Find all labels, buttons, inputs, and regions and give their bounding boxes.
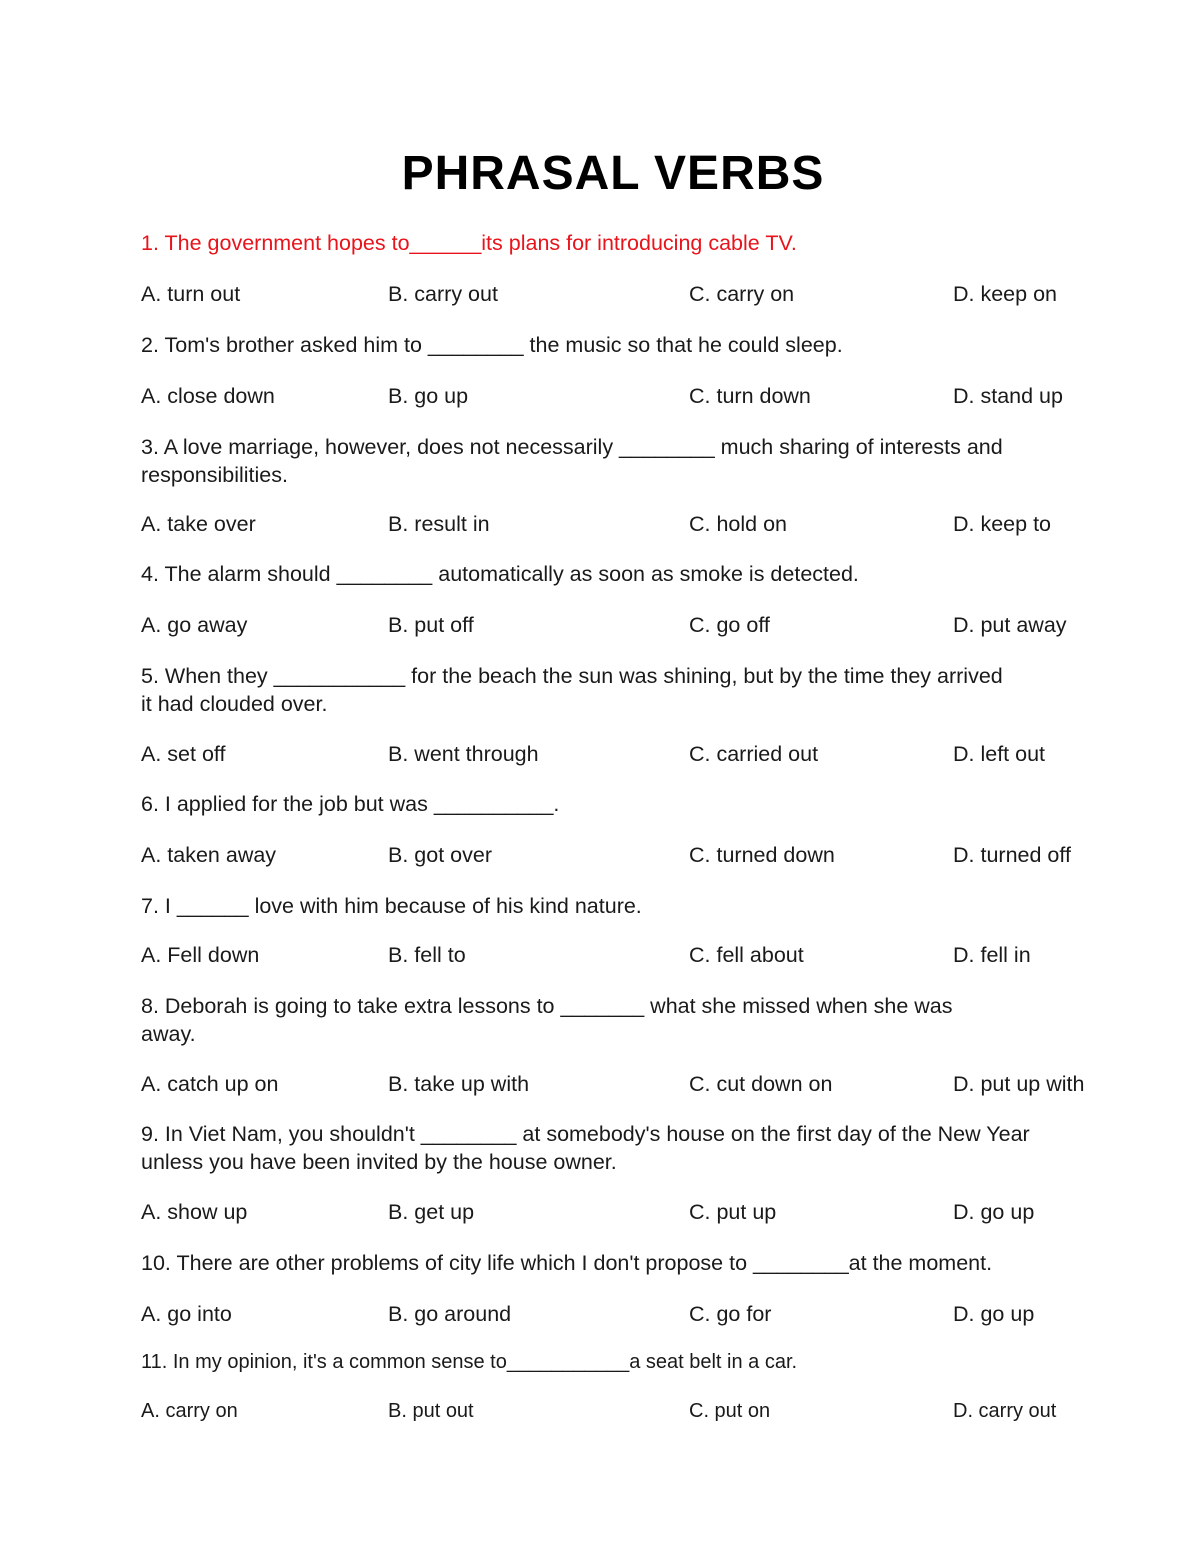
option-11c[interactable]: C. put on xyxy=(689,1400,771,1422)
option-6b[interactable]: B. got over xyxy=(388,843,492,867)
question-4: 4. The alarm should ________ automatically as soon as smoke is detected. xyxy=(141,562,859,586)
option-4a[interactable]: A. go away xyxy=(141,613,248,637)
option-11d[interactable]: D. carry out xyxy=(953,1400,1057,1422)
option-8a[interactable]: A. catch up on xyxy=(141,1072,279,1096)
option-1a[interactable]: A. turn out xyxy=(141,282,241,306)
options-10 xyxy=(141,1300,1141,1328)
option-9d[interactable]: D. go up xyxy=(953,1200,1035,1224)
option-8b[interactable]: B. take up with xyxy=(388,1072,530,1096)
option-2a[interactable]: A. close down xyxy=(141,384,275,408)
question-1: 1. The government hopes to______its plans for introducing cable TV. xyxy=(141,231,797,255)
options-11 xyxy=(141,1397,1141,1425)
question-2: 2. Tom's brother asked him to ________ the music so that he could sleep. xyxy=(141,333,843,357)
options-7 xyxy=(141,941,1141,969)
option-2d[interactable]: D. stand up xyxy=(953,384,1063,408)
options-3 xyxy=(141,510,1141,538)
option-5d[interactable]: D. left out xyxy=(953,742,1046,766)
options-2 xyxy=(141,382,1141,410)
option-9a[interactable]: A. show up xyxy=(141,1200,248,1224)
option-9c[interactable]: C. put up xyxy=(689,1200,777,1224)
option-10a[interactable]: A. go into xyxy=(141,1302,232,1326)
question-3: 3. A love marriage, however, does not necessarily ________ much sharing of interests and responsibilities. xyxy=(141,435,1003,487)
options-5 xyxy=(141,740,1141,768)
question-9: 9. In Viet Nam, you shouldn't ________ at somebody's house on the first day of the New Year unless you have been invited by the house owner. xyxy=(141,1122,1030,1174)
options-1 xyxy=(141,280,1141,308)
option-4c[interactable]: C. go off xyxy=(689,613,770,637)
option-3c[interactable]: C. hold on xyxy=(689,512,788,536)
option-10b[interactable]: B. go around xyxy=(388,1302,512,1326)
option-11b[interactable]: B. put out xyxy=(388,1400,474,1422)
page-title: PHRASAL VERBS xyxy=(401,147,825,200)
option-3d[interactable]: D. keep to xyxy=(953,512,1051,536)
option-4b[interactable]: B. put off xyxy=(388,613,474,637)
option-8d[interactable]: D. put up with xyxy=(953,1072,1085,1096)
option-3b[interactable]: B. result in xyxy=(388,512,490,536)
option-9b[interactable]: B. get up xyxy=(388,1200,475,1224)
options-4 xyxy=(141,611,1141,639)
option-7c[interactable]: C. fell about xyxy=(689,943,804,967)
option-8c[interactable]: C. cut down on xyxy=(689,1072,833,1096)
option-6a[interactable]: A. taken away xyxy=(141,843,277,867)
option-5a[interactable]: A. set off xyxy=(141,742,226,766)
question-5: 5. When they ___________ for the beach the sun was shining, but by the time they arrived it had clouded over. xyxy=(141,664,1003,716)
options-6 xyxy=(141,841,1141,869)
option-11a[interactable]: A. carry on xyxy=(141,1400,238,1422)
option-2c[interactable]: C. turn down xyxy=(689,384,811,408)
option-5c[interactable]: C. carried out xyxy=(689,742,819,766)
question-6: 6. I applied for the job but was __________. xyxy=(141,792,560,816)
options-8 xyxy=(141,1070,1141,1098)
question-7: 7. I ______ love with him because of his kind nature. xyxy=(141,894,642,918)
options-9 xyxy=(141,1198,1141,1226)
option-4d[interactable]: D. put away xyxy=(953,613,1067,637)
option-5b[interactable]: B. went through xyxy=(388,742,539,766)
question-11: 11. In my opinion, it's a common sense to___________a seat belt in a car. xyxy=(141,1351,798,1373)
option-2b[interactable]: B. go up xyxy=(388,384,469,408)
option-10c[interactable]: C. go for xyxy=(689,1302,772,1326)
question-8: 8. Deborah is going to take extra lessons to _______ what she missed when she was away. xyxy=(141,994,953,1046)
option-10d[interactable]: D. go up xyxy=(953,1302,1035,1326)
option-7a[interactable]: A. Fell down xyxy=(141,943,260,967)
question-10: 10. There are other problems of city life which I don't propose to ________at the moment. xyxy=(141,1251,993,1275)
option-3a[interactable]: A. take over xyxy=(141,512,256,536)
option-1d[interactable]: D. keep on xyxy=(953,282,1057,306)
option-1c[interactable]: C. carry on xyxy=(689,282,795,306)
option-7b[interactable]: B. fell to xyxy=(388,943,466,967)
option-7d[interactable]: D. fell in xyxy=(953,943,1031,967)
option-6c[interactable]: C. turned down xyxy=(689,843,835,867)
option-1b[interactable]: B. carry out xyxy=(388,282,498,306)
option-6d[interactable]: D. turned off xyxy=(953,843,1071,867)
